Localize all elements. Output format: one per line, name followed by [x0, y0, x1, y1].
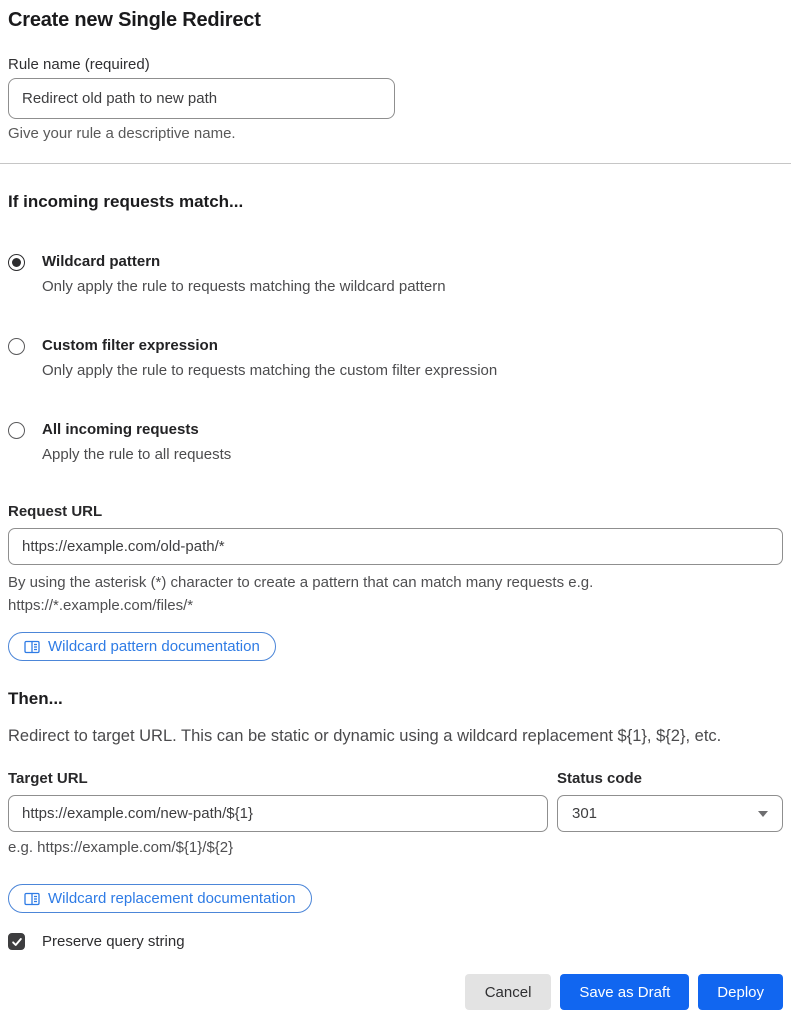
- wildcard-pattern-docs-button[interactable]: [8, 632, 276, 661]
- preserve-query-row[interactable]: [8, 933, 783, 950]
- target-and-status-row: [8, 769, 783, 859]
- radio-description: Only apply the rule to requests matching the wildcard pattern: [42, 278, 446, 295]
- match-section-heading: If incoming requests match...: [8, 192, 244, 211]
- rule-name-label: Rule name (required): [8, 56, 150, 73]
- request-url-helper-line2: https://*.example.com/files/*: [8, 597, 194, 614]
- cancel-button[interactable]: Cancel: [465, 974, 552, 1010]
- radio-button-icon[interactable]: [8, 254, 25, 271]
- status-code-select[interactable]: [557, 795, 783, 832]
- page-title: Create new Single Redirect: [8, 9, 261, 31]
- deploy-button[interactable]: Deploy: [698, 974, 783, 1010]
- preserve-query-label[interactable]: Preserve query string: [42, 933, 185, 950]
- radio-description: Apply the rule to all requests: [42, 446, 232, 463]
- book-icon: [24, 639, 40, 655]
- book-icon: [24, 891, 40, 907]
- target-url-helper: e.g. https://example.com/${1}/${2}: [8, 839, 234, 856]
- wildcard-replacement-docs-button[interactable]: [8, 884, 312, 913]
- radio-label[interactable]: All incoming requests: [42, 421, 199, 438]
- save-as-draft-button[interactable]: Save as Draft: [560, 974, 689, 1010]
- status-code-label: Status code: [557, 770, 643, 787]
- request-url-helper: [8, 571, 783, 617]
- request-url-input[interactable]: [8, 528, 783, 565]
- rule-name-input[interactable]: [8, 78, 395, 119]
- target-url-input[interactable]: [8, 795, 548, 832]
- radio-label[interactable]: Wildcard pattern: [42, 253, 161, 270]
- radio-option-custom-filter[interactable]: [8, 336, 783, 382]
- then-section-heading: Then...: [8, 689, 63, 708]
- wildcard-replacement-docs-label: Wildcard replacement documentation: [48, 890, 296, 907]
- then-section-description: Redirect to target URL. This can be static or dynamic using a wildcard replacement ${1}, ${2}, etc.: [8, 727, 722, 745]
- request-url-helper-line1: By using the asterisk (*) character to create a pattern that can match many requests e.g.: [8, 574, 594, 591]
- status-code-value: 301: [572, 805, 598, 822]
- radio-button-icon[interactable]: [8, 338, 25, 355]
- radio-option-wildcard-pattern[interactable]: [8, 252, 783, 298]
- chevron-down-icon: [758, 811, 768, 817]
- radio-description: Only apply the rule to requests matching the custom filter expression: [42, 362, 498, 379]
- footer-actions: [8, 974, 783, 1010]
- target-url-label: Target URL: [8, 770, 88, 787]
- radio-option-all-requests[interactable]: [8, 420, 783, 466]
- radio-label[interactable]: Custom filter expression: [42, 337, 218, 354]
- radio-button-icon[interactable]: [8, 422, 25, 439]
- rule-name-helper: Give your rule a descriptive name.: [8, 125, 236, 142]
- preserve-query-checkbox[interactable]: [8, 933, 25, 950]
- request-url-label: Request URL: [8, 503, 103, 520]
- section-divider: [0, 163, 791, 164]
- wildcard-pattern-docs-label: Wildcard pattern documentation: [48, 638, 260, 655]
